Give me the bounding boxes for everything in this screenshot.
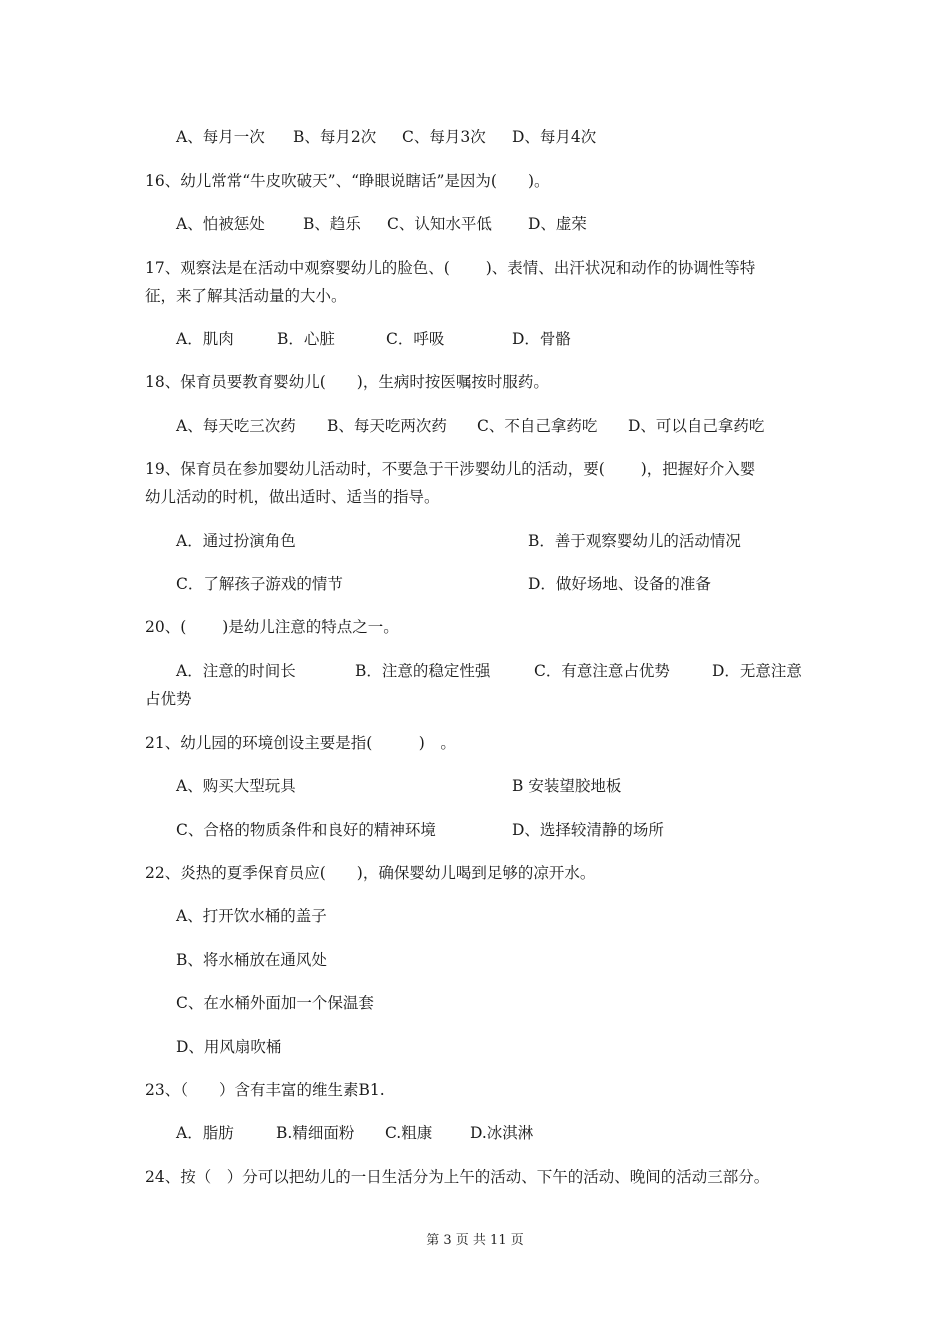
q17-option-d: D．骨骼 xyxy=(512,330,571,348)
q17-option-a: A．肌肉 xyxy=(176,330,234,348)
q21-option-a: A、购买大型玩具 xyxy=(176,777,296,795)
q20-stem: 20、( )是幼儿注意的特点之一。 xyxy=(145,618,399,636)
q15-option-c: C、每月3次 xyxy=(402,128,486,146)
q21-option-b: B 安装望胶地板 xyxy=(512,777,622,795)
q18-option-a: A、每天吃三次药 xyxy=(176,417,296,435)
q22-option-c: C、在水桶外面加一个保温套 xyxy=(176,994,374,1012)
q23-option-d: D.冰淇淋 xyxy=(470,1124,534,1142)
q15-option-b: B、每月2次 xyxy=(293,128,377,146)
q17-stem-line1: 17、观察法是在活动中观察婴幼儿的脸色、( )、表情、出汗状况和动作的协调性等特 xyxy=(145,259,756,277)
q17-option-c: C．呼吸 xyxy=(386,330,445,348)
q20-option-b: B．注意的稳定性强 xyxy=(355,662,491,680)
q19-option-c: C．了解孩子游戏的情节 xyxy=(176,575,343,593)
q15-option-a: A、每月一次 xyxy=(176,128,265,146)
q22-option-d: D、用风扇吹桶 xyxy=(176,1038,282,1056)
q22-stem: 22、炎热的夏季保育员应( )，确保婴幼儿喝到足够的凉开水。 xyxy=(145,864,596,882)
q19-option-d: D．做好场地、设备的准备 xyxy=(528,575,711,593)
q16-option-c: C、认知水平低 xyxy=(387,215,492,233)
q20-option-a: A．注意的时间长 xyxy=(176,662,296,680)
q18-option-d: D、可以自己拿药吃 xyxy=(628,417,765,435)
q24-stem: 24、按（ ）分可以把幼儿的一日生活分为上午的活动、下午的活动、晚间的活动三部分。 xyxy=(145,1168,770,1186)
q15-option-d: D、每月4次 xyxy=(512,128,597,146)
q16-option-d: D、虚荣 xyxy=(528,215,587,233)
q21-option-d: D、选择较清静的场所 xyxy=(512,821,664,839)
q20-option-c: C．有意注意占优势 xyxy=(534,662,670,680)
q23-option-c: C.粗康 xyxy=(385,1124,433,1142)
q21-stem: 21、幼儿园的环境创设主要是指( ) 。 xyxy=(145,734,456,752)
q16-option-a: A、怕被惩处 xyxy=(176,215,265,233)
page-number-footer: 第 3 页 共 11 页 xyxy=(426,1233,524,1248)
q22-option-a: A、打开饮水桶的盖子 xyxy=(176,907,327,925)
q16-option-b: B、趋乐 xyxy=(303,215,361,233)
q20-option-d: D．无意注意 xyxy=(712,662,802,680)
q19-option-b: B．善于观察婴幼儿的活动情况 xyxy=(528,532,741,550)
q18-option-c: C、不自己拿药吃 xyxy=(477,417,598,435)
q20-option-d-wrap: 占优势 xyxy=(145,690,192,708)
q23-option-a: A．脂肪 xyxy=(176,1124,234,1142)
q21-option-c: C、合格的物质条件和良好的精神环境 xyxy=(176,821,436,839)
q17-option-b: B．心脏 xyxy=(277,330,335,348)
q18-option-b: B、每天吃两次药 xyxy=(327,417,447,435)
q17-stem-line2: 征，来了解其活动量的大小。 xyxy=(145,287,347,305)
q19-stem-line1: 19、保育员在参加婴幼儿活动时，不要急于干涉婴幼儿的活动，要( )，把握好介入婴 xyxy=(145,460,756,478)
q19-stem-line2: 幼儿活动的时机，做出适时、适当的指导。 xyxy=(145,488,440,506)
q16-stem: 16、幼儿常常“牛皮吹破天”、“睁眼说瞎话”是因为( )。 xyxy=(145,172,550,190)
q23-stem: 23、（ ）含有丰富的维生素B1. xyxy=(145,1081,385,1099)
q22-option-b: B、将水桶放在通风处 xyxy=(176,951,327,969)
q18-stem: 18、保育员要教育婴幼儿( )，生病时按医嘱按时服药。 xyxy=(145,373,549,391)
q23-option-b: B.精细面粉 xyxy=(276,1124,355,1142)
q19-option-a: A．通过扮演角色 xyxy=(176,532,296,550)
